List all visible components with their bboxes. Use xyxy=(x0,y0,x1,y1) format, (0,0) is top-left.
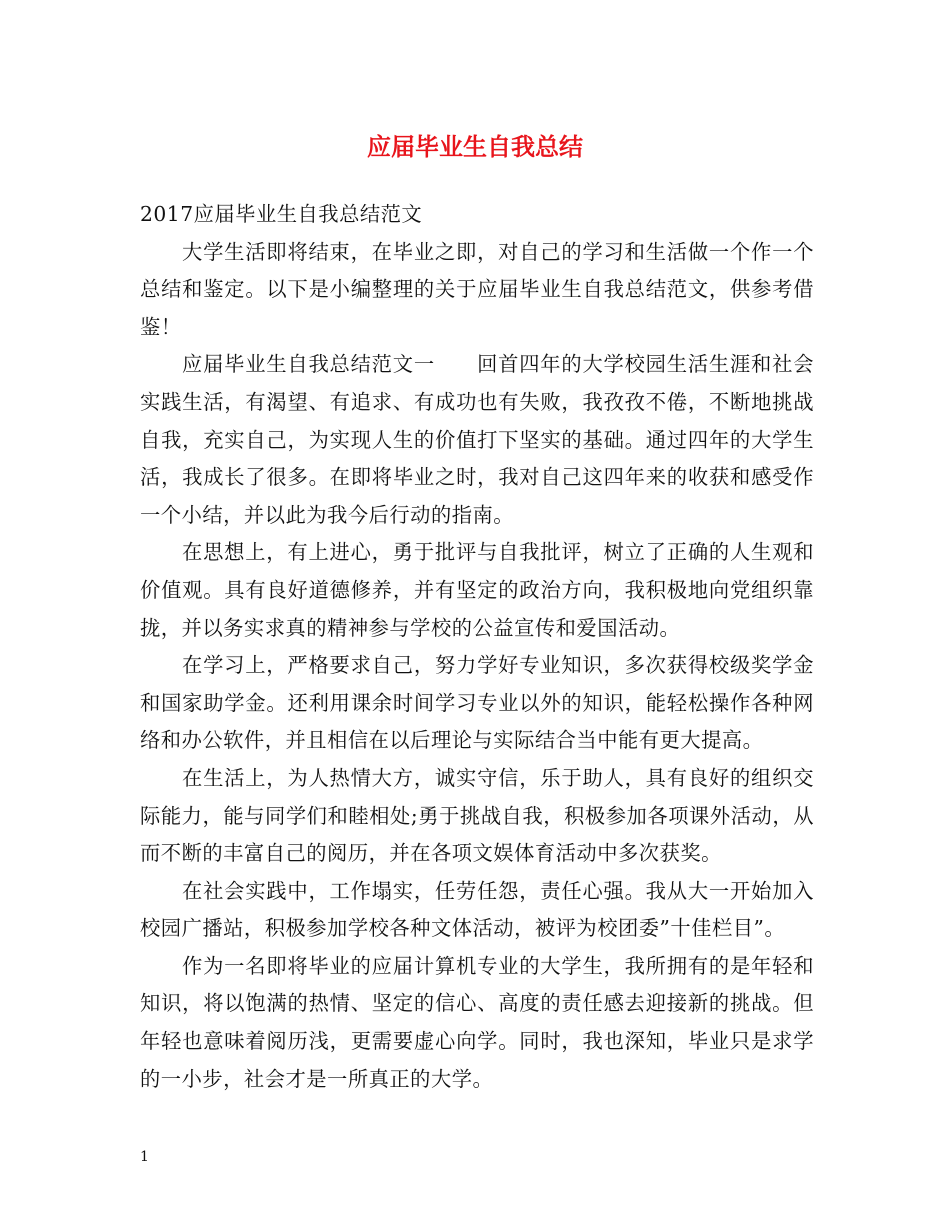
document-body xyxy=(140,196,814,1098)
page-number: 1 xyxy=(140,1149,149,1165)
paragraph-intro: 大学生活即将结束，在毕业之即，对自己的学习和生活做一个作一个总结和鉴定。以下是小编整理的关于应届毕业生自我总结范文，供参考借鉴！ xyxy=(140,239,814,339)
paragraph-conclusion: 作为一名即将毕业的应届计算机专业的大学生，我所拥有的是年轻和知识，将以饱满的热情、坚定的信心、高度的责任感去迎接新的挑战。但年轻也意味着阅历浅，更需要虚心向学。同时，我也深知，毕业只是求学的一小步，社会才是一所真正的大学。 xyxy=(140,953,814,1091)
paragraph-sample-one: 应届毕业生自我总结范文一 回首四年的大学校园生活生涯和社会实践生活，有渴望、有追求、有成功也有失败，我孜孜不倦，不断地挑战自我，充实自己，为实现人生的价值打下坚实的基础。通过四年的大学生活，我成长了很多。在即将毕业之时，我对自己这四年来的收获和感受作一个小结，并以此为我今后行动的指南。 xyxy=(140,352,814,527)
paragraph-ideology: 在思想上，有上进心，勇于批评与自我批评，树立了正确的人生观和价值观。具有良好道德修养，并有坚定的政治方向，我积极地向党组织靠拢，并以务实求真的精神参与学校的公益宣传和爱国活动。 xyxy=(140,540,814,640)
paragraph-social-practice: 在社会实践中，工作塌实，任劳任怨，责任心强。我从大一开始加入校园广播站，积极参加学校各种文体活动，被评为校团委”十佳栏目”。 xyxy=(140,878,814,941)
paragraph-study: 在学习上，严格要求自己，努力学好专业知识，多次获得校级奖学金和国家助学金。还利用课余时间学习专业以外的知识，能轻松操作各种网络和办公软件，并且相信在以后理论与实际结合当中能有更大提高。 xyxy=(140,653,814,753)
paragraph-life: 在生活上，为人热情大方，诚实守信，乐于助人，具有良好的组织交际能力，能与同学们和睦相处;勇于挑战自我，积极参加各项课外活动，从而不断的丰富自己的阅历，并在各项文娱体育活动中多次获奖。 xyxy=(140,765,814,866)
document-title: 应届毕业生自我总结 xyxy=(367,133,583,161)
document-subtitle: 2017应届毕业生自我总结范文 xyxy=(140,202,423,226)
